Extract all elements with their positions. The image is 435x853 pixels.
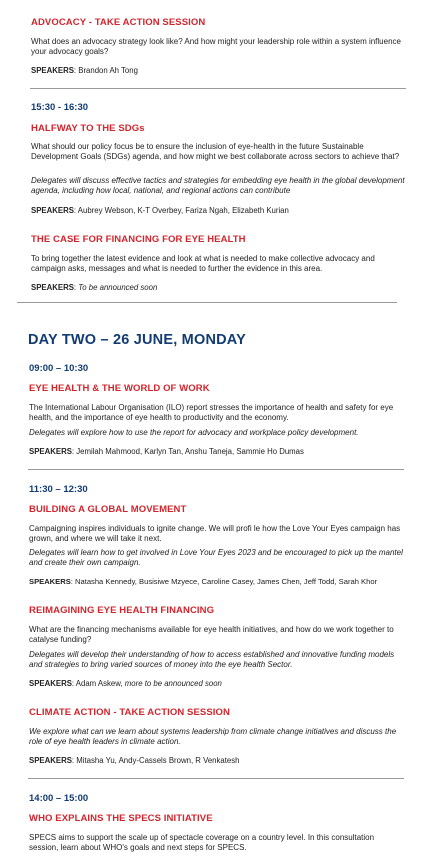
session-title-world-of-work: EYE HEALTH & THE WORLD OF WORK	[29, 383, 210, 394]
day-two-heading: DAY TWO – 26 JUNE, MONDAY	[28, 332, 246, 348]
session-time: 14:00 – 15:00	[29, 793, 89, 804]
session-time: 11:30 – 12:30	[29, 484, 88, 495]
speakers-names: : Jemilah Mahmood, Karlyn Tan, Anshu Taneja, Sammie Ho Dumas	[71, 447, 304, 456]
speakers-names: :	[73, 283, 79, 292]
session-description-reimagining-financing: What are the financing mechanisms available for eye health initiatives, and how do we work together to catalyse funding?	[29, 625, 394, 644]
session-delegates-climate-action: We explore what can we learn about systems leadership from climate change initiatives and discuss the role of eye health leaders in climate action.	[29, 727, 397, 746]
speakers-names: : Aubrey Webson, K-T Overbey, Fariza Ngah, Elizabeth Kurian	[73, 206, 289, 215]
session-time: 15:30 - 16:30	[31, 102, 89, 113]
speakers-sdgs	[31, 206, 406, 215]
speakers-names: : Brandon Ah Tong	[73, 66, 138, 75]
speakers-world-of-work	[29, 447, 404, 456]
session-title-financing-case: THE CASE FOR FINANCING FOR EYE HEALTH	[31, 234, 246, 245]
session-delegates-world-of-work: Delegates will explore how to use the report for advocacy and workplace policy development.	[29, 428, 359, 437]
speakers-advocacy	[31, 66, 406, 75]
divider	[17, 302, 397, 303]
speakers-label: SPEAKERS	[29, 679, 72, 688]
session-delegates-sdgs: Delegates will discuss effective tactics and strategies for embedding eye health in the global development agenda, including how local, national, and regional actions can contribute	[31, 176, 405, 195]
speakers-label: SPEAKERS	[29, 447, 72, 456]
session-description-sdgs: What should our policy focus be to ensure the inclusion of eye-health in the future Sustainable Development Goals (SDGs) agenda, and how might we best collaborate across sectors to achieve that?	[31, 142, 400, 161]
speakers-label: SPEAKERS	[29, 756, 72, 765]
speakers-label: SPEAKERS	[29, 577, 71, 586]
session-description-advocacy: What does an advocacy strategy look like? And how might your leadership role within a system influence your advocacy goals?	[31, 37, 401, 56]
divider	[28, 778, 404, 779]
speakers-label: SPEAKERS	[31, 66, 74, 75]
speakers-names: : Adam Askew,	[71, 679, 125, 688]
speakers-reimagining-financing	[29, 679, 404, 688]
speakers-global-movement	[29, 577, 404, 586]
speakers-names: : Mitasha Yu, Andy-Cassels Brown, R Venkatesh	[71, 756, 240, 765]
speakers-financing-case	[31, 283, 406, 292]
session-delegates-global-movement: Delegates will learn how to get involved in Love Your Eyes 2023 and be encouraged to pick up the mantel and create their own campaign.	[29, 548, 403, 567]
session-title-global-movement: BUILDING A GLOBAL MOVEMENT	[29, 504, 187, 515]
speakers-names: : Natasha Kennedy, Busisiwe Mzyece, Caroline Casey, James Chen, Jeff Todd, Sarah Khor	[70, 577, 378, 586]
session-title-specs: WHO EXPLAINS THE SPECS INITIATIVE	[29, 813, 213, 824]
session-title-advocacy: ADVOCACY - TAKE ACTION SESSION	[31, 17, 206, 28]
session-description-world-of-work: The International Labour Organisation (ILO) report stresses the importance of health and safety for eye health, and the importance of eye health to productivity and the economy.	[29, 403, 394, 422]
speakers-label: SPEAKERS	[31, 206, 74, 215]
speakers-label: SPEAKERS	[31, 283, 74, 292]
session-title-climate-action: CLIMATE ACTION - TAKE ACTION SESSION	[29, 707, 230, 718]
speakers-tba: To be announced soon	[78, 283, 158, 292]
divider	[30, 88, 406, 89]
speakers-tba: more to be announced soon	[124, 679, 222, 688]
session-description-global-movement: Campaigning inspires individuals to ignite change. We will profi le how the Love Your Eyes campaign has grown, and where we will take it next.	[29, 524, 401, 543]
session-time: 09:00 – 10:30	[29, 363, 89, 374]
session-delegates-reimagining-financing: Delegates will develop their understanding of how to access established and innovative funding models and strategies to bring varied sources of money into the eye health Sector.	[29, 650, 395, 669]
speakers-climate-action	[29, 756, 404, 765]
session-description-financing-case: To bring together the latest evidence and look at what is needed to make collective advocacy and campaign asks, messages and what is needed to further the evidence in this area.	[31, 254, 375, 273]
session-title-sdgs: HALFWAY TO THE SDGs	[31, 123, 145, 134]
divider	[28, 469, 404, 470]
session-description-specs: SPECS aims to support the scale up of spectacle coverage on a country level. In this consultation session, learn about WHO's goals and next steps for SPECS.	[29, 833, 375, 852]
session-title-reimagining-financing: REIMAGINING EYE HEALTH FINANCING	[29, 605, 215, 616]
